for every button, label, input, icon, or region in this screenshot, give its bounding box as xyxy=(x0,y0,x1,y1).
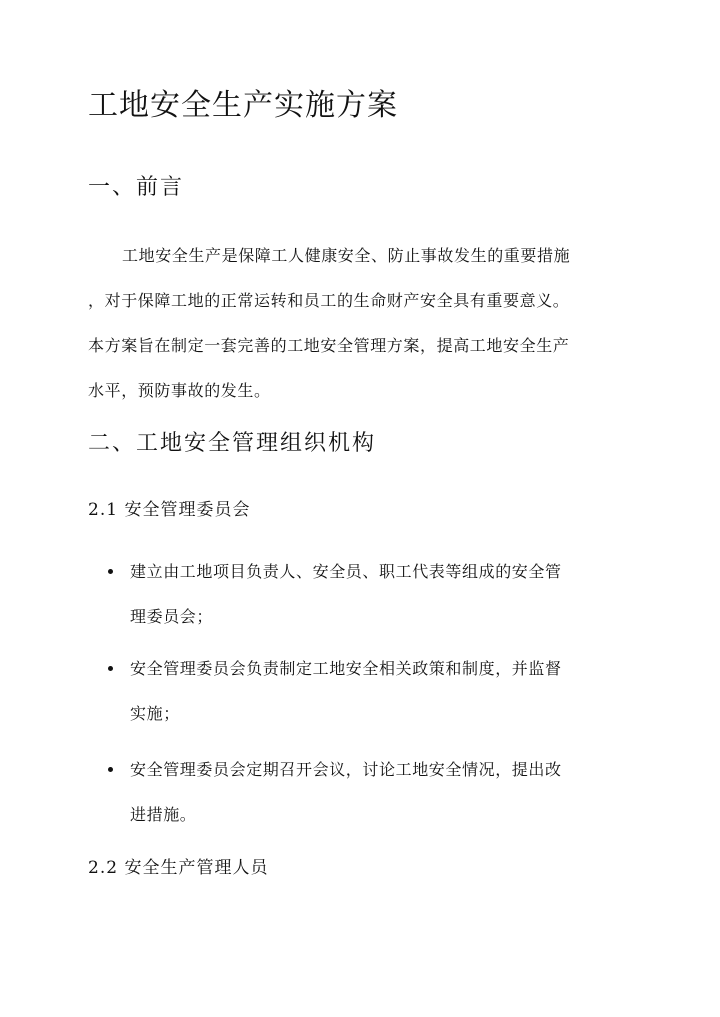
list-item-line: 进措施。 xyxy=(130,805,197,824)
paragraph-line: ，对于保障工地的正常运转和员工的生命财产安全具有重要意义。 xyxy=(88,291,570,310)
subsection-heading-committee: 2.1 安全管理委员会 xyxy=(88,500,251,520)
paragraph-line: 本方案旨在制定一套完善的工地安全管理方案，提高工地安全生产 xyxy=(88,336,570,355)
section-heading-preface: 一、前言 xyxy=(88,175,185,200)
bullet-icon xyxy=(108,569,113,574)
list-item-line: 实施； xyxy=(130,704,180,723)
list-item-line: 安全管理委员会定期召开会议，讨论工地安全情况，提出改 xyxy=(130,760,562,779)
subsection-heading-managers: 2.2 安全生产管理人员 xyxy=(88,858,269,878)
section-heading-organization: 二、工地安全管理组织机构 xyxy=(88,431,377,456)
list-item-line: 理委员会； xyxy=(130,607,214,626)
list-item-line: 安全管理委员会负责制定工地安全相关政策和制度，并监督 xyxy=(130,659,562,678)
document-title: 工地安全生产实施方案 xyxy=(88,88,398,123)
bullet-icon xyxy=(108,767,113,772)
paragraph-line: 工地安全生产是保障工人健康安全、防止事故发生的重要措施 xyxy=(122,246,571,265)
preface-paragraph xyxy=(88,233,636,413)
paragraph-line: 水平，预防事故的发生。 xyxy=(88,381,271,400)
list-item-line: 建立由工地项目负责人、安全员、职工代表等组成的安全管 xyxy=(130,562,562,581)
bullet-icon xyxy=(108,666,113,671)
